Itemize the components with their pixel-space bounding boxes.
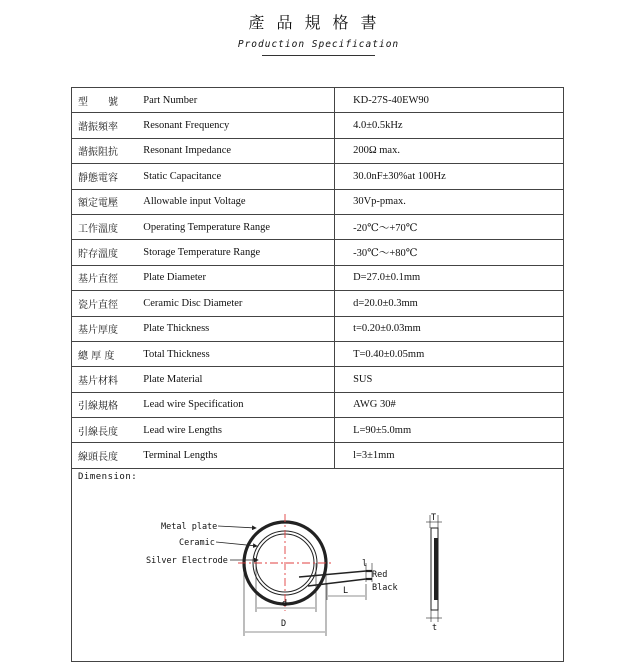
red-lead-wire [299,571,366,577]
spec-value: -20℃～+70℃ [335,214,564,239]
spec-value: d=20.0±0.3mm [335,291,564,316]
spec-value: L=90±5.0mm [335,418,564,443]
T-label: T [431,513,437,523]
spec-label-zh: 工作溫度 [72,214,138,239]
spec-label-zh: 瓷片直徑 [72,291,138,316]
spec-label-zh: 引線規格 [72,392,138,417]
spec-value: t=0.20±0.03mm [335,316,564,341]
spec-label-zh: 基片厚度 [72,316,138,341]
black-lead-wire [308,579,366,586]
spec-value: 30Vp-pmax. [335,189,564,214]
spec-label-zh: 線頭長度 [72,443,138,468]
black-wire-label: Black [372,583,398,593]
spec-label-en: Lead wire Lengths [137,418,334,443]
spec-label-en: Total Thickness [137,341,334,366]
spec-label-zh: 基片材料 [72,367,138,392]
spec-label-en: Part Number [137,88,334,113]
spec-label-en: Plate Thickness [137,316,334,341]
metal-plate-leader [218,526,256,528]
spec-label-zh: 貯存溫度 [72,240,138,265]
spec-label-zh: 諧振阻抗 [72,138,138,163]
document-title: 產品規格書 [248,13,389,32]
spec-label-zh: 基片直徑 [72,265,138,290]
spec-label-en: Plate Diameter [137,265,334,290]
spec-label-en: Operating Temperature Range [137,214,334,239]
spec-label-zh: 靜態電容 [72,164,138,189]
d-label: d [282,599,288,609]
spec-value: l=3±1mm [335,443,564,468]
spec-label-zh: 引線長度 [72,418,138,443]
spec-label-en: Resonant Impedance [137,138,334,163]
spec-label-en: Lead wire Specification [137,392,334,417]
spec-label-en: Resonant Frequency [137,113,334,138]
l-label: l [362,559,368,569]
spec-value: AWG 30# [335,392,564,417]
spec-value: T=0.40±0.05mm [335,341,564,366]
spec-label-en: Terminal Lengths [137,443,334,468]
spec-label-zh: 型 號 [72,88,138,113]
ceramic-label: Ceramic [179,538,215,548]
spec-label-en: Plate Material [137,367,334,392]
spec-value: SUS [335,367,564,392]
spec-label-en: Allowable input Voltage [137,189,334,214]
spec-value: 30.0nF±30%at 100Hz [335,164,564,189]
spec-label-zh: 諧振頻率 [72,113,138,138]
spec-value: -30℃～+80℃ [335,240,564,265]
spec-value: KD-27S-40EW90 [335,88,564,113]
document-subtitle: Production Specification [237,39,400,50]
metal-plate-label: Metal plate [161,522,218,532]
spec-value: 200Ω max. [335,138,564,163]
spec-label-zh: 總 厚 度 [72,341,138,366]
spec-label-zh: 額定電壓 [72,189,138,214]
spec-label-en: Static Capacitance [137,164,334,189]
spec-label-en: Ceramic Disc Diameter [137,291,334,316]
silver-electrode-label: Silver Electrode [146,556,228,566]
side-view-ceramic [434,538,438,600]
L-label: L [343,586,349,596]
D-label: D [281,619,287,629]
spec-label-en: Storage Temperature Range [137,240,334,265]
spec-value: 4.0±0.5kHz [335,113,564,138]
spec-value: D=27.0±0.1mm [335,265,564,290]
dimension-label: Dimension: [78,472,138,482]
red-wire-label: Red [372,570,388,580]
t-label: t [432,623,438,633]
